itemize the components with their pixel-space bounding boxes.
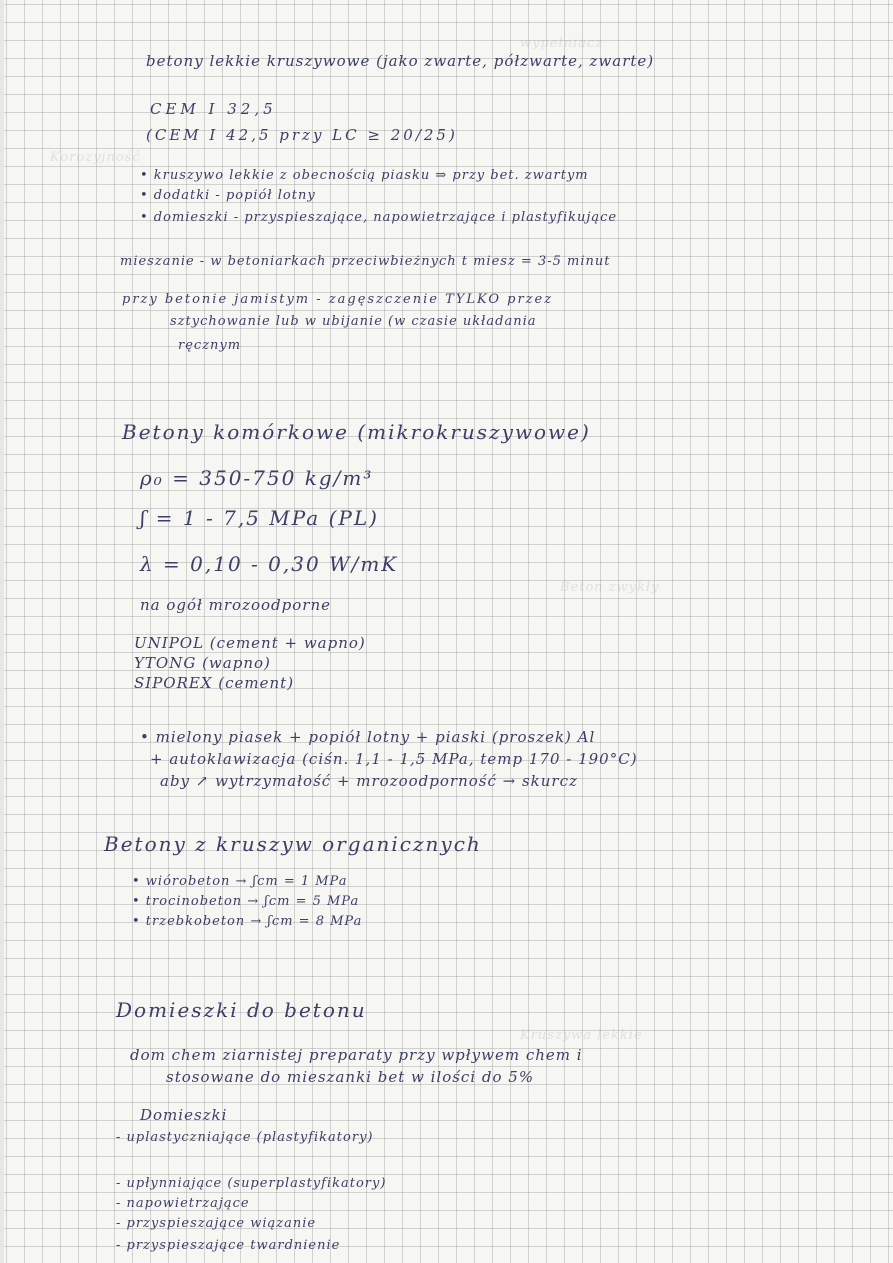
ghost-text: wypełniacz bbox=[520, 36, 604, 51]
definition-line: stosowane do mieszanki bet w ilości do 5% bbox=[166, 1068, 535, 1086]
ghost-text: Korozyjność bbox=[50, 150, 141, 165]
list-item: - upłynniające (superplastyfikatory) bbox=[116, 1176, 387, 1191]
brand-line: SIPOREX (cement) bbox=[134, 674, 295, 692]
list-item: • wiórobeton → ʃcm = 1 MPa bbox=[132, 874, 348, 889]
definition-line: dom chem ziarnistej preparaty przy wpływem chem i bbox=[130, 1046, 583, 1064]
bullet-line: • kruszywo lekkie z obecnością piasku ⇒ przy bet. zwartym bbox=[140, 168, 589, 183]
page-margin bbox=[0, 0, 4, 1263]
note-line: przy betonie jamistym - zagęszczenie TYLKO przez bbox=[122, 292, 554, 307]
process-line: • mielony piasek + popiół lotny + piaski (proszek) Al bbox=[140, 728, 596, 746]
ghost-text: Kruszywa lekkie bbox=[520, 1028, 643, 1043]
property-line: λ = 0,10 - 0,30 W/mK bbox=[140, 552, 399, 576]
section-heading: Betony komórkowe (mikrokruszywowe) bbox=[122, 420, 591, 444]
brand-line: YTONG (wapno) bbox=[134, 654, 271, 672]
list-item: • trzebkobeton → ʃcm = 8 MPa bbox=[132, 914, 363, 929]
frost-line: na ogół mrozoodporne bbox=[140, 596, 331, 614]
note-line: sztychowanie lub w ubijanie (w czasie układania bbox=[170, 314, 537, 329]
note-line: ręcznym bbox=[178, 338, 242, 353]
bullet-line: • dodatki - popiół lotny bbox=[140, 188, 316, 203]
section-heading: Betony z kruszyw organicznych bbox=[104, 832, 482, 856]
bullet-line: • domieszki - przyspieszające, napowietrzające i plastyfikujące bbox=[140, 210, 618, 225]
section-heading: Domieszki do betonu bbox=[116, 998, 367, 1022]
list-item: • trocinobeton → ʃcm = 5 MPa bbox=[132, 894, 360, 909]
cement-line: (CEM I 42,5 przy LC ≥ 20/25) bbox=[146, 126, 458, 144]
list-item: - przyspieszające twardnienie bbox=[116, 1238, 341, 1253]
subheading: Domieszki bbox=[140, 1106, 228, 1124]
list-item: - przyspieszające wiązanie bbox=[116, 1216, 317, 1231]
process-line: + autoklawizacja (ciśn. 1,1 - 1,5 MPa, temp 170 - 190°C) bbox=[150, 750, 638, 768]
brand-line: UNIPOL (cement + wapno) bbox=[134, 634, 366, 652]
property-line: ρ₀ = 350-750 kg/m³ bbox=[140, 466, 374, 490]
section-heading: betony lekkie kruszywowe (jako zwarte, półzwarte, zwarte) bbox=[146, 52, 655, 70]
list-item: - uplastyczniające (plastyfikatory) bbox=[116, 1130, 374, 1145]
cement-line: CEM I 32,5 bbox=[150, 100, 277, 118]
process-line: aby ↗ wytrzymałość + mrozoodporność → skurcz bbox=[160, 772, 578, 790]
ghost-text: Beton zwykły bbox=[560, 580, 660, 595]
property-line: ʃ = 1 - 7,5 MPa (PL) bbox=[140, 506, 379, 530]
list-item: - napowietrzające bbox=[116, 1196, 250, 1211]
mixing-line: mieszanie - w betoniarkach przeciwbieżnych t miesz = 3-5 minut bbox=[120, 254, 611, 269]
